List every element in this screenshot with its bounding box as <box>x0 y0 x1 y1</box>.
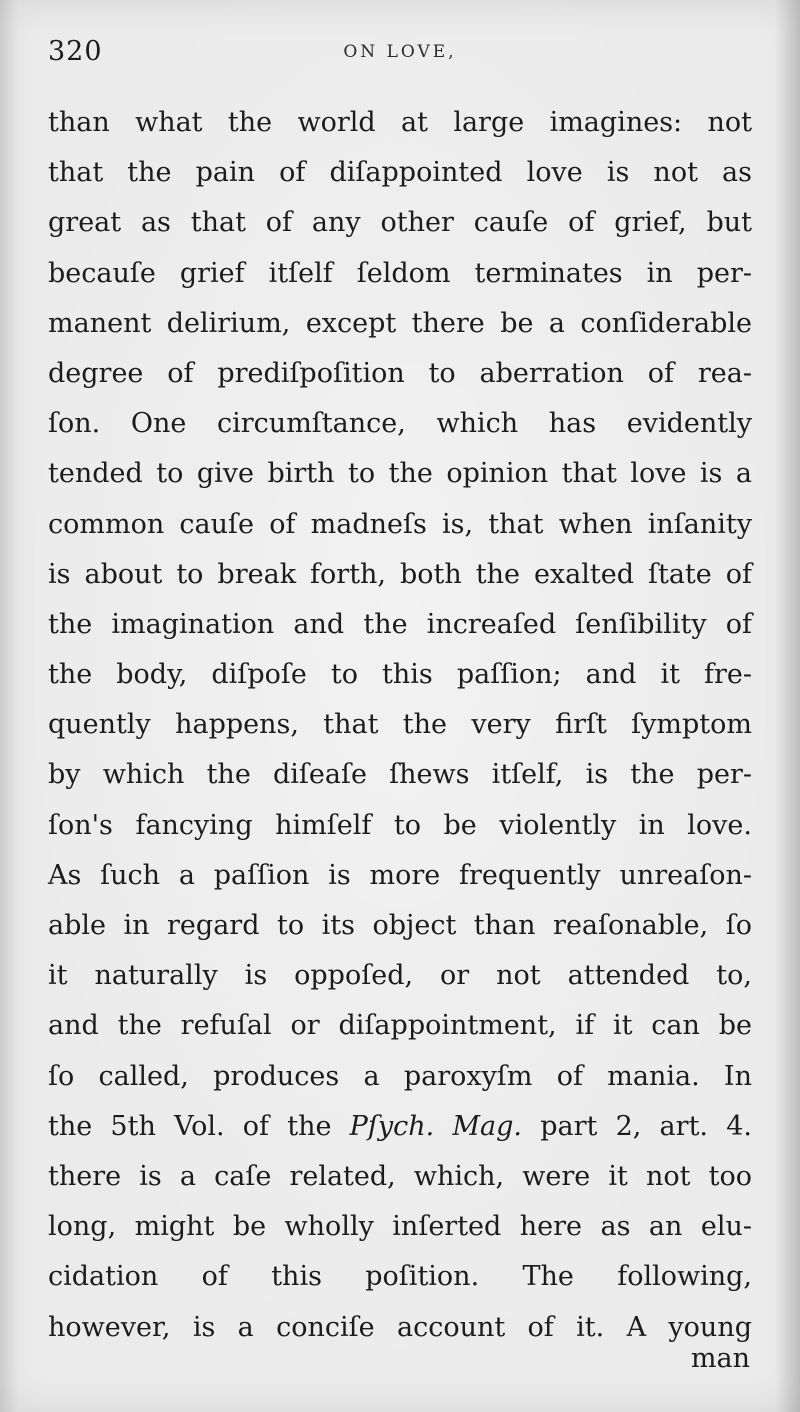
text-line: becauſe grief itſelf ſeldom terminates in per- <box>48 257 752 289</box>
journal-abbrev-italic: Pſych. <box>349 1110 435 1142</box>
text-line: common cauſe of madneſs is, that when inſanity <box>48 508 752 540</box>
text-line: As ſuch a paſſion is more frequently unreaſon- <box>48 859 752 891</box>
text-line: degree of prediſpoſition to aberration of rea- <box>48 357 752 389</box>
text-line-citation <box>48 1102 752 1152</box>
text-line: than what the world at large imagines: not <box>48 107 752 138</box>
text-line: quently happens, that the very firſt ſymptom <box>48 709 752 741</box>
citation-space <box>434 1111 452 1142</box>
text-line: and the refuſal or diſappointment, if it can be <box>48 1010 752 1042</box>
text-line: the body, diſpoſe to this paſſion; and it fre- <box>48 659 752 691</box>
body-text <box>48 98 752 1353</box>
citation-text: part 2, art. 4. <box>522 1110 752 1142</box>
text-line: able in regard to its object than reaſonable, ſo <box>48 910 752 941</box>
text-line: great as that of any other cauſe of grief, but <box>48 207 752 239</box>
citation-text: the 5th Vol. of the <box>48 1110 350 1142</box>
text-line: it naturally is oppoſed, or not attended to, <box>48 960 752 992</box>
text-line: manent delirium, except there be a conſiderable <box>48 307 752 339</box>
page-number: 320 <box>48 36 103 67</box>
text-line: ſo called, produces a paroxyſm of mania. In <box>48 1060 752 1092</box>
text-line: however, is a conciſe account of it. A young <box>48 1311 752 1343</box>
text-line: there is a caſe related, which, were it not too <box>48 1160 752 1192</box>
running-head <box>48 36 752 76</box>
text-line: tended to give birth to the opinion that love is a <box>48 458 752 490</box>
text-line: long, might be wholly inſerted here as an elu- <box>48 1211 752 1243</box>
catchword: man <box>690 1343 750 1374</box>
text-line: ſon's fancying himſelf to be violently in love. <box>48 809 752 841</box>
text-line: cidation of this poſition. The following, <box>48 1261 752 1293</box>
running-title: ON LOVE, <box>343 42 457 62</box>
text-line: by which the diſeaſe ſhews itſelf, is the per- <box>48 759 752 791</box>
text-line: ſon. One circumſtance, which has evidently <box>48 408 752 440</box>
journal-abbrev-italic: Mag. <box>452 1110 523 1142</box>
text-line: that the pain of diſappointed love is not as <box>48 157 752 189</box>
text-line: the imagination and the increaſed ſenſibility of <box>48 608 752 640</box>
text-line: is about to break forth, both the exalted ſtate of <box>48 558 752 590</box>
